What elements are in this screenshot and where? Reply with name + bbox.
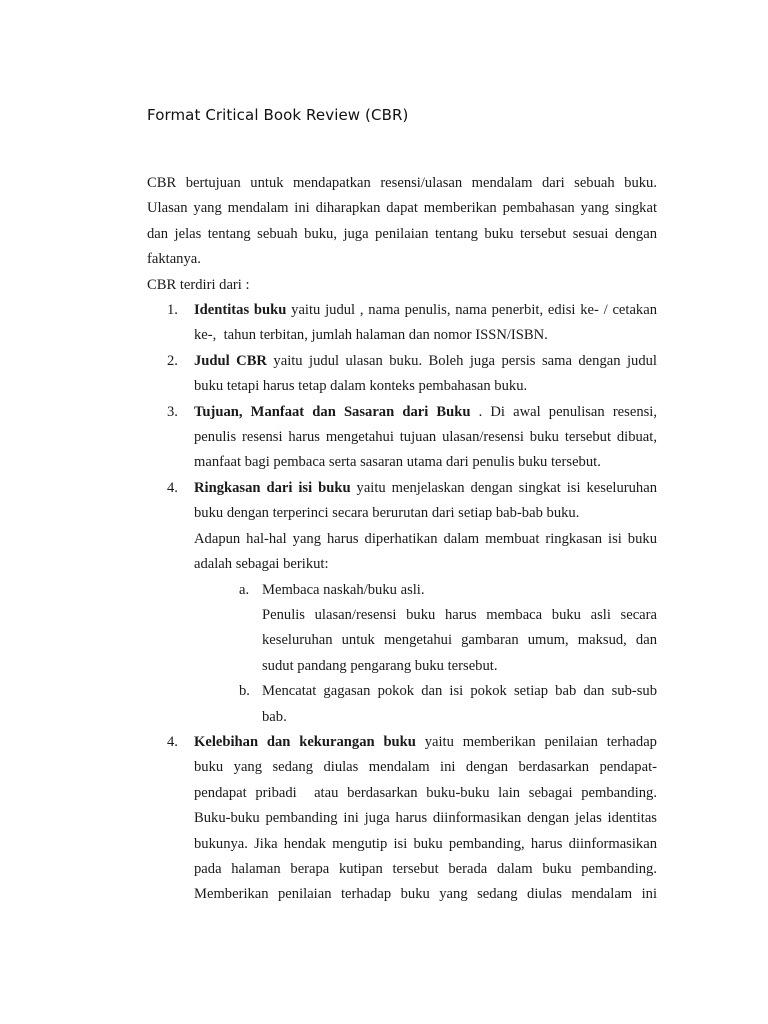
intro-paragraph bbox=[147, 171, 657, 273]
list-item-text: yaitu memberikan penilaian terhadap bbox=[415, 733, 657, 750]
sub-list-item-letter: b. bbox=[239, 683, 250, 700]
page-title: Format Critical Book Review (CBR) bbox=[147, 106, 409, 124]
intro-line: faktanya. bbox=[147, 251, 201, 268]
list-item-line: pendapat pribadi atau berdasarkan buku-buku lain sebagai pembanding. bbox=[194, 784, 657, 801]
intro-line: Ulasan yang mendalam ini diharapkan dapat memberikan pembahasan yang singkat bbox=[147, 200, 657, 217]
list-intro: CBR terdiri dari : bbox=[147, 276, 250, 293]
sub-list-item bbox=[147, 679, 657, 730]
list-item-line bbox=[194, 730, 657, 755]
list-item-heading: Tujuan, Manfaat dan Sasaran dari Buku bbox=[194, 403, 471, 420]
list-item-line: pada halaman berapa kutipan tersebut berada dalam buku pembanding. bbox=[194, 860, 657, 877]
list-item-line: buku yang sedang diulas mendalam ini dengan berdasarkan pendapat- bbox=[194, 759, 657, 776]
document-body bbox=[147, 171, 657, 908]
sub-list-item-line: Membaca naskah/buku asli. bbox=[262, 581, 425, 598]
list-item bbox=[147, 298, 657, 349]
list-item-text: yaitu judul ulasan buku. Boleh juga persis sama dengan judul bbox=[266, 352, 657, 369]
list-item-line bbox=[194, 476, 657, 501]
intro-line: dan jelas tentang sebuah buku, juga penilaian tentang buku tersebut sesuai dengan bbox=[147, 225, 657, 242]
list-item-line: Adapun hal-hal yang harus diperhatikan dalam membuat ringkasan isi buku bbox=[194, 530, 657, 547]
sub-list-item-line: bab. bbox=[262, 708, 287, 725]
list-item-line: buku tetapi harus tetap dalam konteks pembahasan buku. bbox=[194, 378, 528, 395]
list-item-text: yaitu menjelaskan dengan singkat isi keseluruhan bbox=[350, 479, 657, 496]
list-item-line: manfaat bagi pembaca serta sasaran utama dari penulis buku tersebut. bbox=[194, 454, 601, 471]
sub-list-item-line: sudut pandang pengarang buku tersebut. bbox=[262, 657, 498, 674]
list-item-heading: Identitas buku bbox=[194, 302, 287, 319]
list-item-number: 3. bbox=[167, 403, 178, 420]
list-item-number: 1. bbox=[167, 302, 178, 319]
list-item-text: . Di awal penulisan resensi, bbox=[470, 403, 657, 420]
list-item-line: Memberikan penilaian terhadap buku yang sedang diulas mendalam ini bbox=[194, 886, 657, 903]
sub-list-item-line: Penulis ulasan/resensi buku harus membaca buku asli secara bbox=[262, 606, 657, 623]
intro-line: CBR bertujuan untuk mendapatkan resensi/ulasan mendalam dari sebuah buku. bbox=[147, 175, 657, 191]
list-item-line: adalah sebagai berikut: bbox=[194, 556, 329, 573]
list-item-heading: Judul CBR bbox=[194, 352, 267, 369]
list-item-number: 4. bbox=[167, 733, 178, 750]
list-item-line: Buku-buku pembanding ini juga harus diinformasikan dengan jelas identitas bbox=[194, 810, 657, 827]
list-item bbox=[147, 400, 657, 476]
list-item bbox=[147, 730, 657, 908]
sub-list-item-line: keseluruhan untuk mengetahui gambaran umum, maksud, dan bbox=[262, 632, 657, 649]
sub-list-item-line: Mencatat gagasan pokok dan isi pokok setiap bab dan sub-sub bbox=[262, 683, 657, 700]
list-item-line bbox=[194, 400, 657, 425]
sub-list-item bbox=[147, 578, 657, 680]
list-item-line bbox=[194, 298, 657, 323]
sub-list-item-letter: a. bbox=[239, 581, 250, 598]
list-item bbox=[147, 476, 657, 578]
list-item-line: penulis resensi harus mengetahui tujuan ulasan/resensi buku tersebut dibuat, bbox=[194, 429, 657, 446]
list-item-heading: Kelebihan dan kekurangan buku bbox=[194, 733, 416, 750]
list-item-heading: Ringkasan dari isi buku bbox=[194, 479, 351, 496]
list-item-text: yaitu judul , nama penulis, nama penerbit, edisi ke- / cetakan bbox=[286, 302, 657, 319]
list-item-line: ke-, tahun terbitan, jumlah halaman dan nomor ISSN/ISBN. bbox=[194, 327, 548, 344]
list-item-number: 4. bbox=[167, 479, 178, 496]
list-item-line: bukunya. Jika hendak mengutip isi buku pembanding, harus diinformasikan bbox=[194, 835, 657, 852]
list-item-line bbox=[194, 349, 657, 374]
list-item bbox=[147, 349, 657, 400]
list-item-number: 2. bbox=[167, 352, 178, 369]
list-item-line: buku dengan terperinci secara berurutan dari setiap bab-bab buku. bbox=[194, 505, 580, 522]
